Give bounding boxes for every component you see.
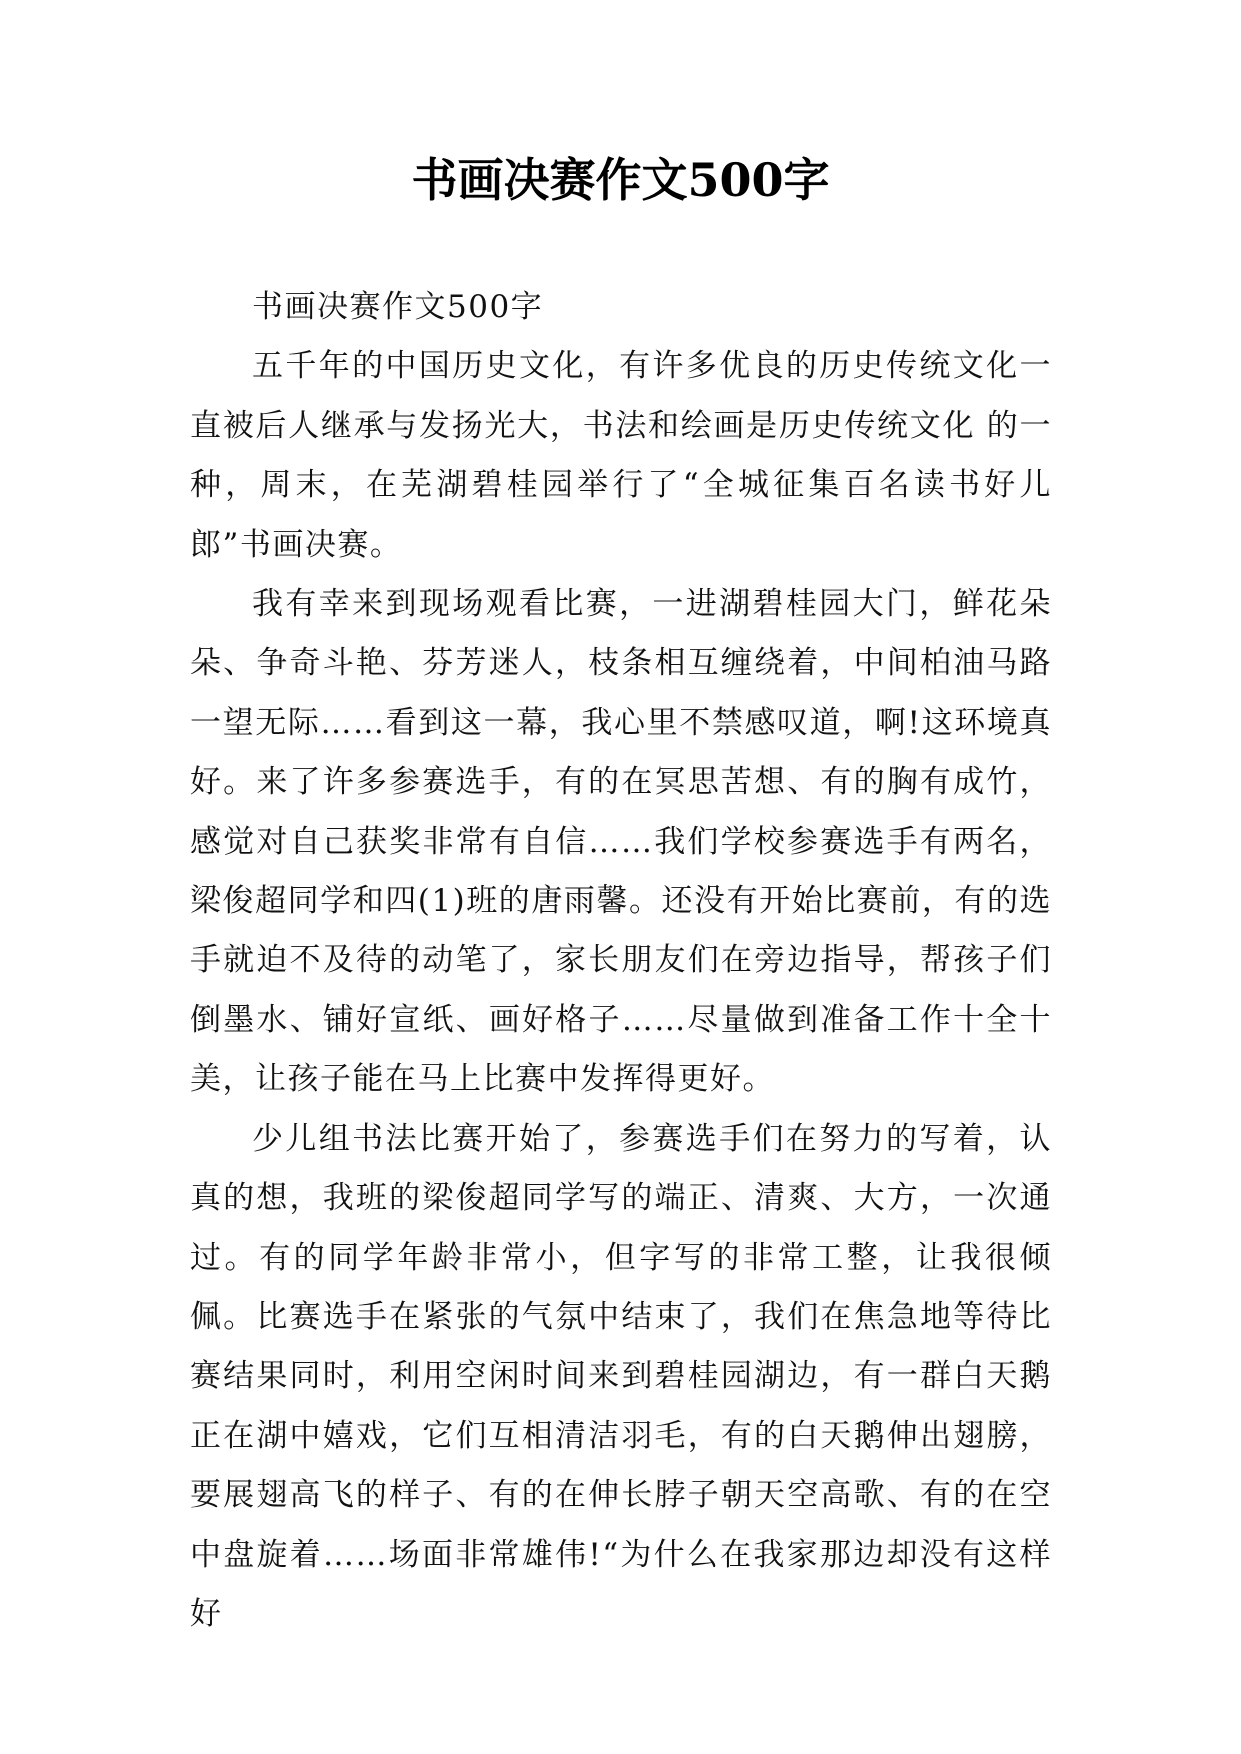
document-title: 书画决赛作文500字 [411, 153, 830, 207]
paragraph: 五千年的中国历史文化，有许多优良的历史传统文化一直被后人继承与发扬光大，书法和绘画是历史传统文化 的一种，周末，在芜湖碧桂园举行了“全城征集百名读书好儿郎”书画决赛。 [190, 348, 1052, 563]
paragraph-subtitle: 书画决赛作文500字 [252, 289, 544, 325]
document-body [190, 278, 1052, 1644]
paragraph: 少儿组书法比赛开始了，参赛选手们在努力的写着，认真的想，我班的梁俊超同学写的端正、清爽、大方，一次通过。有的同学年龄非常小，但字写的非常工整，让我很倾佩。比赛选手在紧张的气氛中结束了，我们在焦急地等待比赛结果同时，利用空闲时间来到碧桂园湖边，有一群白天鹅正在湖中嬉戏，它们互相清洁羽毛，有的白天鹅伸出翅膀，要展翅高飞的样子、有的在伸长脖子朝天空高歌、有的在空中盘旋着……场面非常雄伟!“为什么在我家那边却没有这样好 [190, 1120, 1052, 1632]
paragraph: 我有幸来到现场观看比赛，一进湖碧桂园大门，鲜花朵朵、争奇斗艳、芬芳迷人，枝条相互缠绕着，中间柏油马路一望无际……看到这一幕，我心里不禁感叹道，啊!这环境真好。来了许多参赛选手，有的在冥思苦想、有的胸有成竹，感觉对自己获奖非常有自信……我们学校参赛选手有两名，梁俊超同学和四(1)班的唐雨馨。还没有开始比赛前，有的选手就迫不及待的动笔了，家长朋友们在旁边指导，帮孩子们倒墨水、铺好宣纸、画好格子……尽量做到准备工作十全十美，让孩子能在马上比赛中发挥得更好。 [190, 586, 1052, 1098]
